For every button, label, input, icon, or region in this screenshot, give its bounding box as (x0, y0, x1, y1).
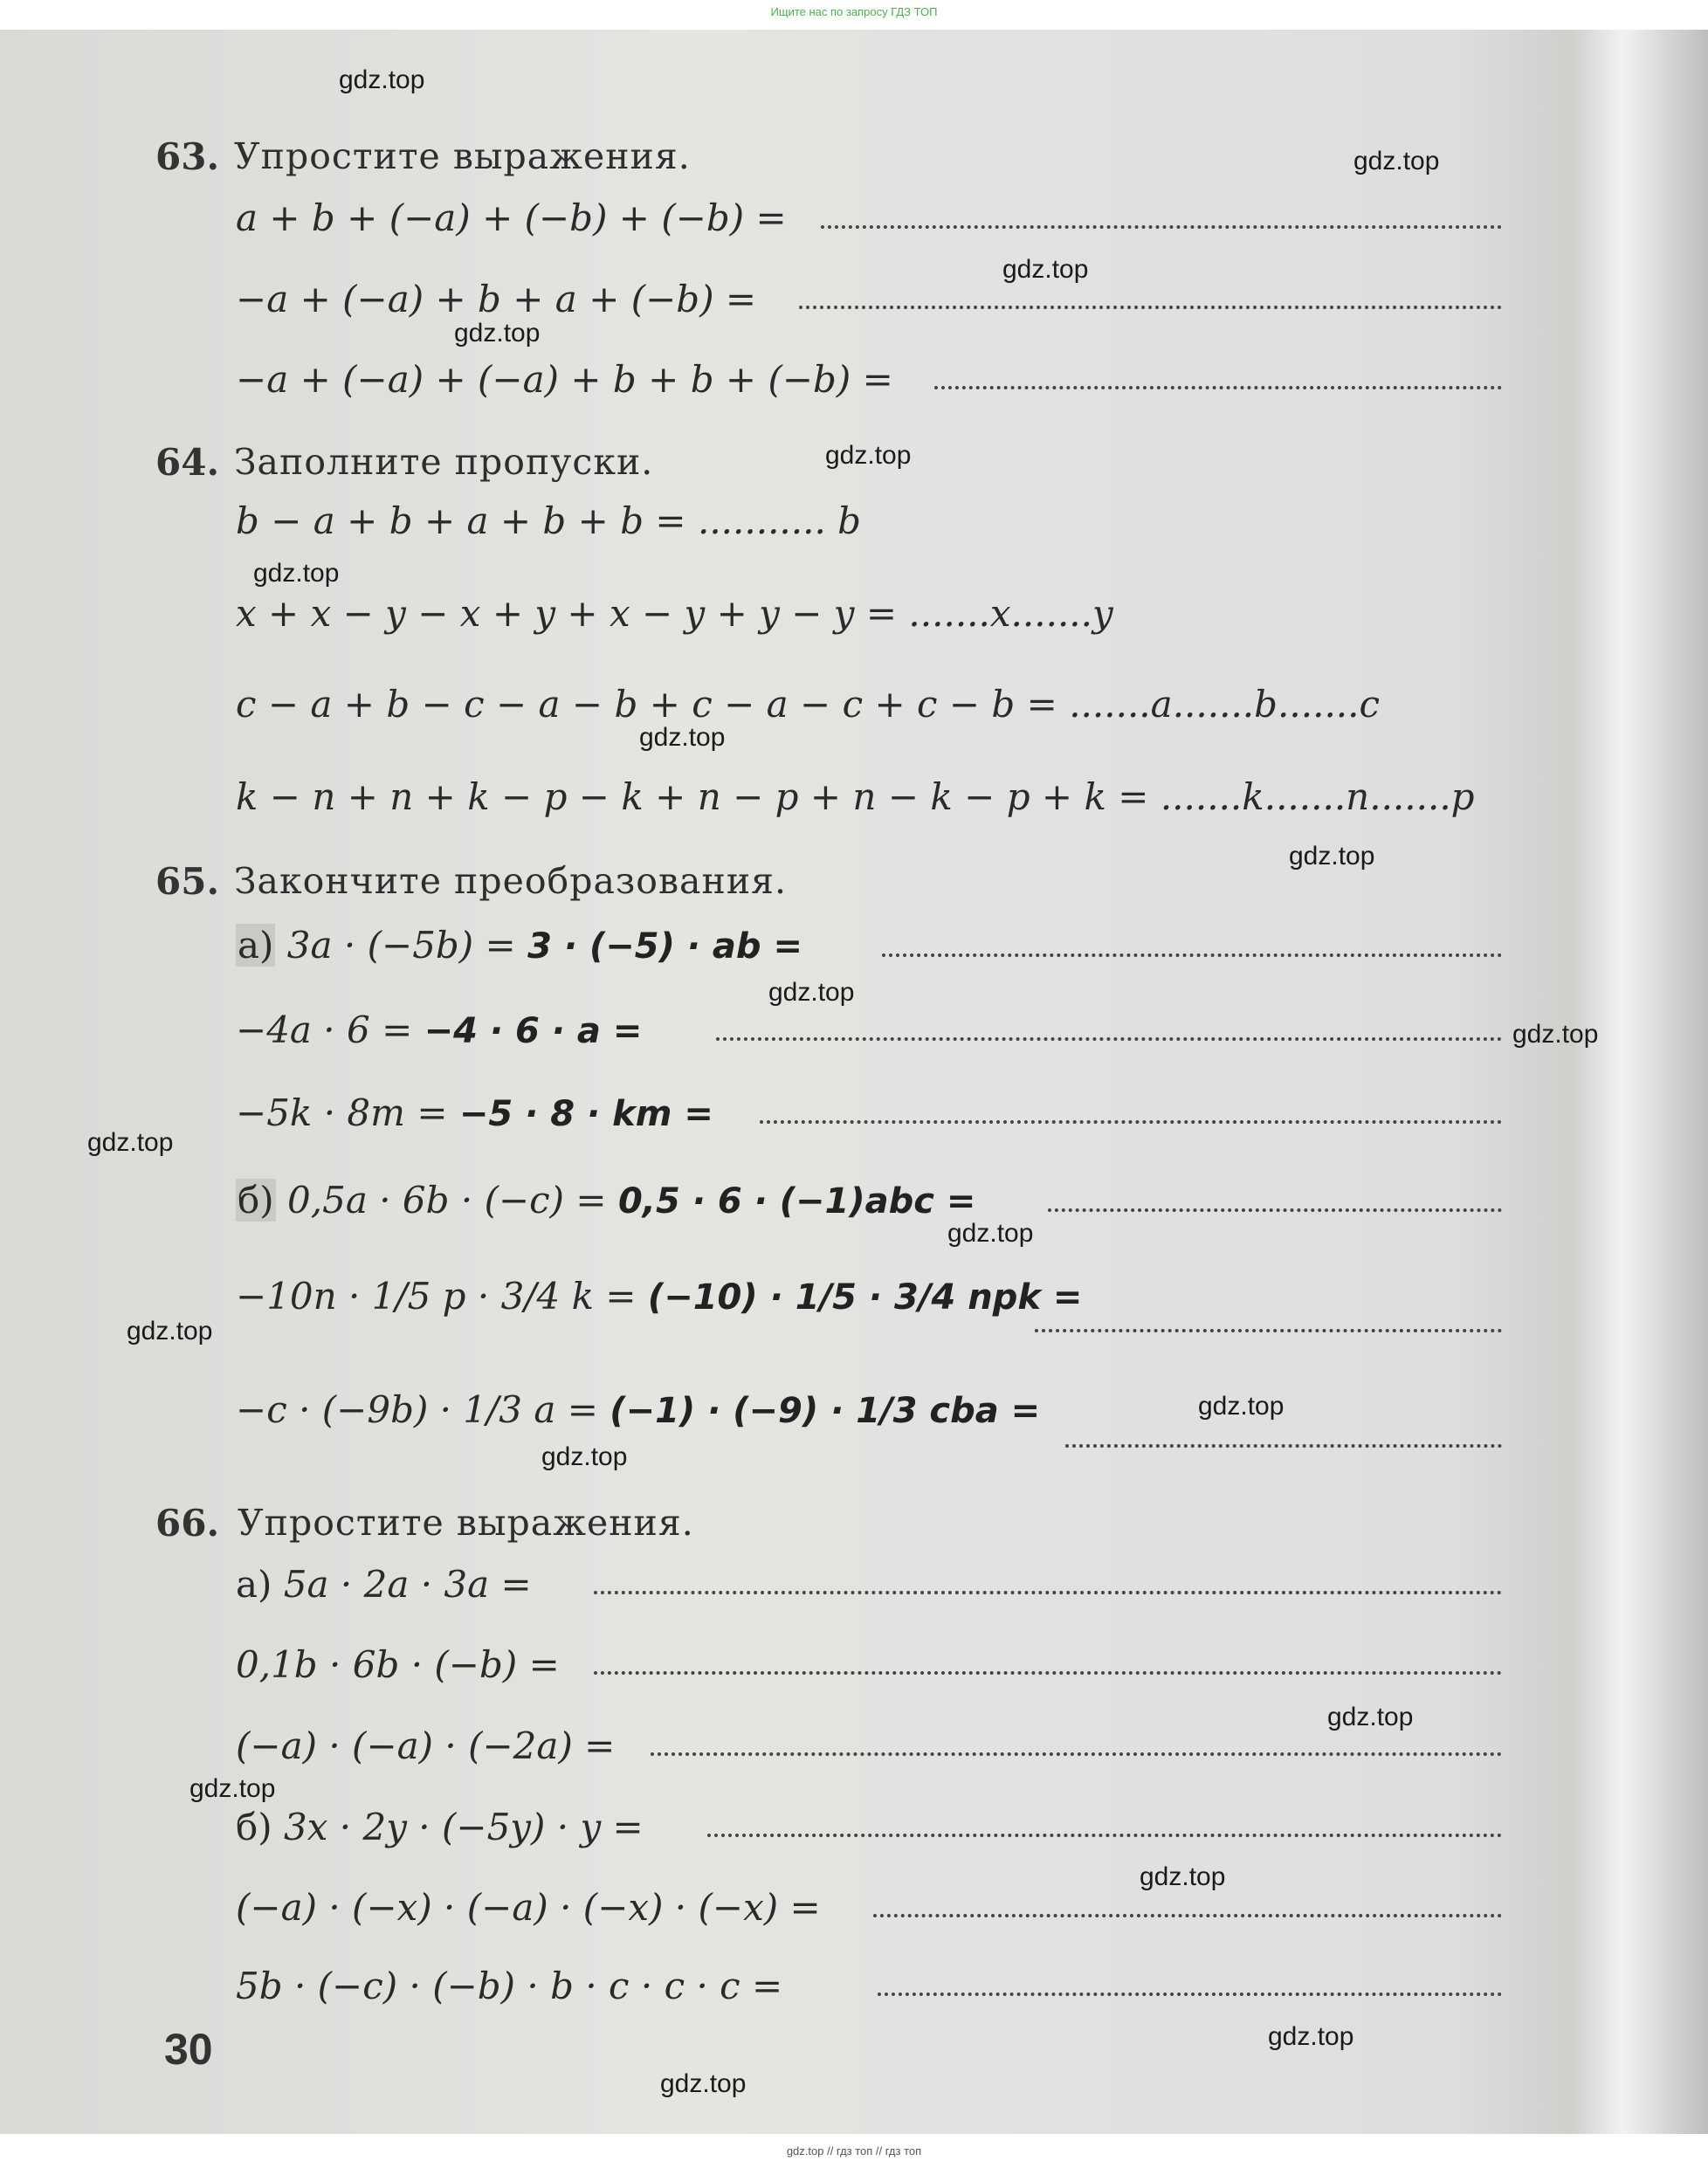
ex65-b1-expr: 0,5a · 6b · (−c) = (287, 1179, 607, 1222)
watermark: gdz.top (947, 1219, 1034, 1248)
watermark: gdz.top (1327, 1703, 1414, 1731)
ex66-b1-expr: 3x · 2y · (−5y) · y = (284, 1806, 644, 1848)
watermark: gdz.top (1353, 147, 1440, 176)
ex63-number: 63. (155, 135, 220, 178)
watermark: gdz.top (639, 723, 726, 752)
ex65-a1-expr: 3a · (−5b) = (286, 924, 516, 967)
watermark: gdz.top (1198, 1392, 1284, 1421)
answer-blank (1048, 1208, 1502, 1212)
watermark: gdz.top (87, 1128, 174, 1157)
watermark: gdz.top (253, 559, 340, 588)
answer-blank (821, 225, 1502, 229)
ex66-label-b: б) (236, 1806, 272, 1848)
watermark: gdz.top (454, 319, 541, 348)
ex63-line-1: a + b + (−a) + (−b) + (−b) = (236, 196, 787, 239)
ex65-a2-expr: −4a · 6 = (236, 1008, 413, 1051)
ex66-label-a: а) (236, 1563, 272, 1606)
ex65-label-a: а) (238, 924, 274, 967)
ex64-line-1: b − a + b + a + b + b = ........... b (236, 499, 862, 542)
answer-blank (760, 1120, 1502, 1124)
top-banner (0, 0, 1708, 30)
ex66-title: Упростите выражения. (238, 1502, 694, 1544)
watermark: gdz.top (768, 978, 855, 1007)
ex65-a-line-2 (236, 1008, 642, 1051)
answer-blank (651, 1752, 1502, 1756)
ex64-line-4: k − n + n + k − p − k + n − p + n − k − p + k = .......k.......n.......p (236, 775, 1475, 818)
answer-blank (594, 1671, 1502, 1675)
watermark: gdz.top (1140, 1862, 1226, 1891)
answer-blank (799, 306, 1502, 309)
answer-blank (873, 1914, 1502, 1917)
page-number: 30 (164, 2025, 213, 2074)
answer-blank (594, 1591, 1502, 1594)
ex65-b-line-1 (236, 1179, 975, 1222)
ex65-b2-work: (−10) · 1/5 · 3/4 npk = (647, 1277, 1083, 1318)
watermark: gdz.top (1512, 1020, 1599, 1049)
bottom-banner-text: gdz.top // гдз топ // гдз топ (786, 2144, 922, 2158)
ex65-b2-expr: −10n · 1/5 p · 3/4 k = (236, 1275, 637, 1318)
watermark: gdz.top (1002, 255, 1089, 284)
ex63-title: Упростите выражения. (234, 135, 691, 177)
ex64-line-2: x + x − y − x + y + x − y + y − y = .......x.......y (236, 592, 1113, 635)
ex63-line-2: −a + (−a) + b + a + (−b) = (236, 278, 757, 320)
ex65-b1-work: 0,5 · 6 · (−1)abc = (617, 1181, 976, 1222)
ex65-b-line-2 (236, 1275, 1082, 1318)
ex65-b3-work: (−1) · (−9) · 1/3 cba = (610, 1391, 1041, 1431)
ex65-b3-expr: −c · (−9b) · 1/3 a = (236, 1388, 598, 1431)
ex65-a3-expr: −5k · 8m = (236, 1091, 448, 1134)
watermark: gdz.top (1289, 842, 1375, 871)
watermark: gdz.top (1268, 2022, 1354, 2051)
ex65-b-line-3 (236, 1388, 1040, 1431)
ex66-a1-expr: 5a · 2a · 3a = (283, 1563, 532, 1606)
top-banner-text: Ищите нас по запросу ГДЗ ТОП (770, 5, 938, 18)
watermark: gdz.top (541, 1442, 628, 1471)
answer-blank (878, 1992, 1502, 1996)
ex64-title: Заполните пропуски. (234, 441, 654, 483)
watermark: gdz.top (189, 1774, 276, 1803)
ex65-a3-work: −5 · 8 · km = (458, 1094, 713, 1134)
ex66-a-line-2: 0,1b · 6b · (−b) = (236, 1643, 560, 1686)
ex65-label-b: б) (238, 1179, 274, 1222)
ex63-line-3: −a + (−a) + (−a) + b + b + (−b) = (236, 358, 893, 401)
bottom-banner (0, 2134, 1708, 2168)
watermark: gdz.top (825, 441, 912, 470)
ex65-a-line-1 (236, 924, 802, 967)
answer-blank (1035, 1329, 1502, 1332)
ex66-a-line-3: (−a) · (−a) · (−2a) = (236, 1724, 616, 1767)
ex64-number: 64. (155, 441, 220, 484)
watermark: gdz.top (127, 1317, 213, 1346)
ex64-line-3: c − a + b − c − a − b + c − a − c + c − b = .......a.......b.......c (236, 683, 1381, 726)
ex65-a-line-3 (236, 1091, 713, 1134)
watermark: gdz.top (660, 2069, 747, 2098)
ex65-number: 65. (155, 860, 220, 903)
watermark: gdz.top (339, 65, 425, 94)
ex66-b-line-1 (236, 1806, 644, 1848)
ex66-b-line-2: (−a) · (−x) · (−a) · (−x) · (−x) = (236, 1886, 821, 1929)
answer-blank (882, 953, 1502, 957)
ex66-a-line-1 (236, 1563, 532, 1606)
answer-blank (716, 1037, 1502, 1041)
ex66-b-line-3: 5b · (−c) · (−b) · b · c · c · c = (236, 1965, 783, 2007)
answer-blank (934, 386, 1502, 389)
ex66-number: 66. (155, 1502, 220, 1545)
answer-blank (1065, 1444, 1502, 1448)
answer-blank (707, 1834, 1502, 1837)
ex65-a2-work: −4 · 6 · a = (424, 1011, 643, 1051)
ex65-title: Закончите преобразования. (234, 860, 788, 902)
ex65-a1-work: 3 · (−5) · ab = (527, 926, 802, 967)
